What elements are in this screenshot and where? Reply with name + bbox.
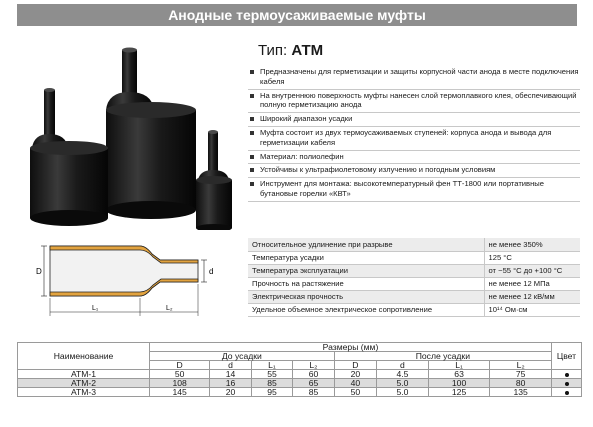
table-row: Температура эксплуатации от −55 °С до +100 °С [248, 264, 580, 277]
table-row: Электрическая прочность не менее 12 кВ/мм [248, 290, 580, 303]
label-D: D [36, 267, 42, 276]
black-dot-icon [565, 373, 569, 377]
table-header-row: D d L₁ L₂ D d L₁ L₂ [18, 361, 582, 370]
product-type [258, 42, 323, 59]
table-header-row [18, 343, 582, 352]
feature-item: Инструмент для монтажа: высокотемпературный фен ТТ-1800 или портативные бутановые горелки «КВТ» [248, 178, 580, 202]
page-title: Анодные термоусаживаемые муфты [17, 4, 577, 26]
bullet-icon [250, 155, 254, 159]
col-color: Цвет [552, 343, 582, 370]
table-row: Относительное удлинение при разрыве не менее 350% [248, 238, 580, 251]
feature-item: Устойчивы к ультрафиолетовому излучению и погодным условиям [248, 164, 580, 178]
table-row: Прочность на растяжение не менее 12 МПа [248, 277, 580, 290]
black-dot-icon [565, 391, 569, 395]
label-L2: L₂ [166, 305, 173, 312]
table-row: АТМ-1 50 14 55 60 20 4.5 63 75 [18, 370, 582, 379]
bullet-icon [250, 70, 254, 74]
feature-item: Предназначены для герметизации и защиты корпусной части анода в месте подключения кабеля [248, 66, 580, 90]
sleeve-diagram [28, 232, 233, 327]
label-d: d [209, 267, 214, 276]
bullet-icon [250, 131, 254, 135]
col-after: После усадки [334, 352, 551, 361]
bullet-icon [250, 182, 254, 186]
feature-item: На внутреннюю поверхность муфты нанесен слой термоплавкого клея, обеспечивающий полную герметизацию анода [248, 90, 580, 114]
type-prefix: Тип: [258, 42, 288, 59]
properties-table [248, 238, 580, 317]
bullet-icon [250, 117, 254, 121]
product-photo [20, 40, 240, 230]
feature-item: Широкий диапазон усадки [248, 113, 580, 127]
feature-item: Муфта состоит из двух термоусаживаемых ступеней: корпуса анода и вывода для герметизации кабеля [248, 127, 580, 151]
feature-list [248, 66, 580, 202]
type-value: АТМ [291, 42, 324, 59]
col-sizes: Размеры (мм) [150, 343, 552, 352]
black-dot-icon [565, 382, 569, 386]
table-row: АТМ-2 108 16 85 65 40 5.0 100 80 [18, 379, 582, 388]
table-row: Температура усадки 125 °С [248, 251, 580, 264]
table-row: Удельное объемное электрическое сопротивление 10¹⁴ Ом·см [248, 303, 580, 316]
bullet-icon [250, 168, 254, 172]
label-L1: L₁ [92, 305, 99, 312]
feature-item: Материал: полиолефин [248, 151, 580, 165]
dimensions-table [17, 342, 582, 397]
table-row: АТМ-3 145 20 95 85 50 5.0 125 135 [18, 388, 582, 397]
col-name: Наименование [18, 343, 150, 370]
col-before: До усадки [150, 352, 335, 361]
bullet-icon [250, 94, 254, 98]
